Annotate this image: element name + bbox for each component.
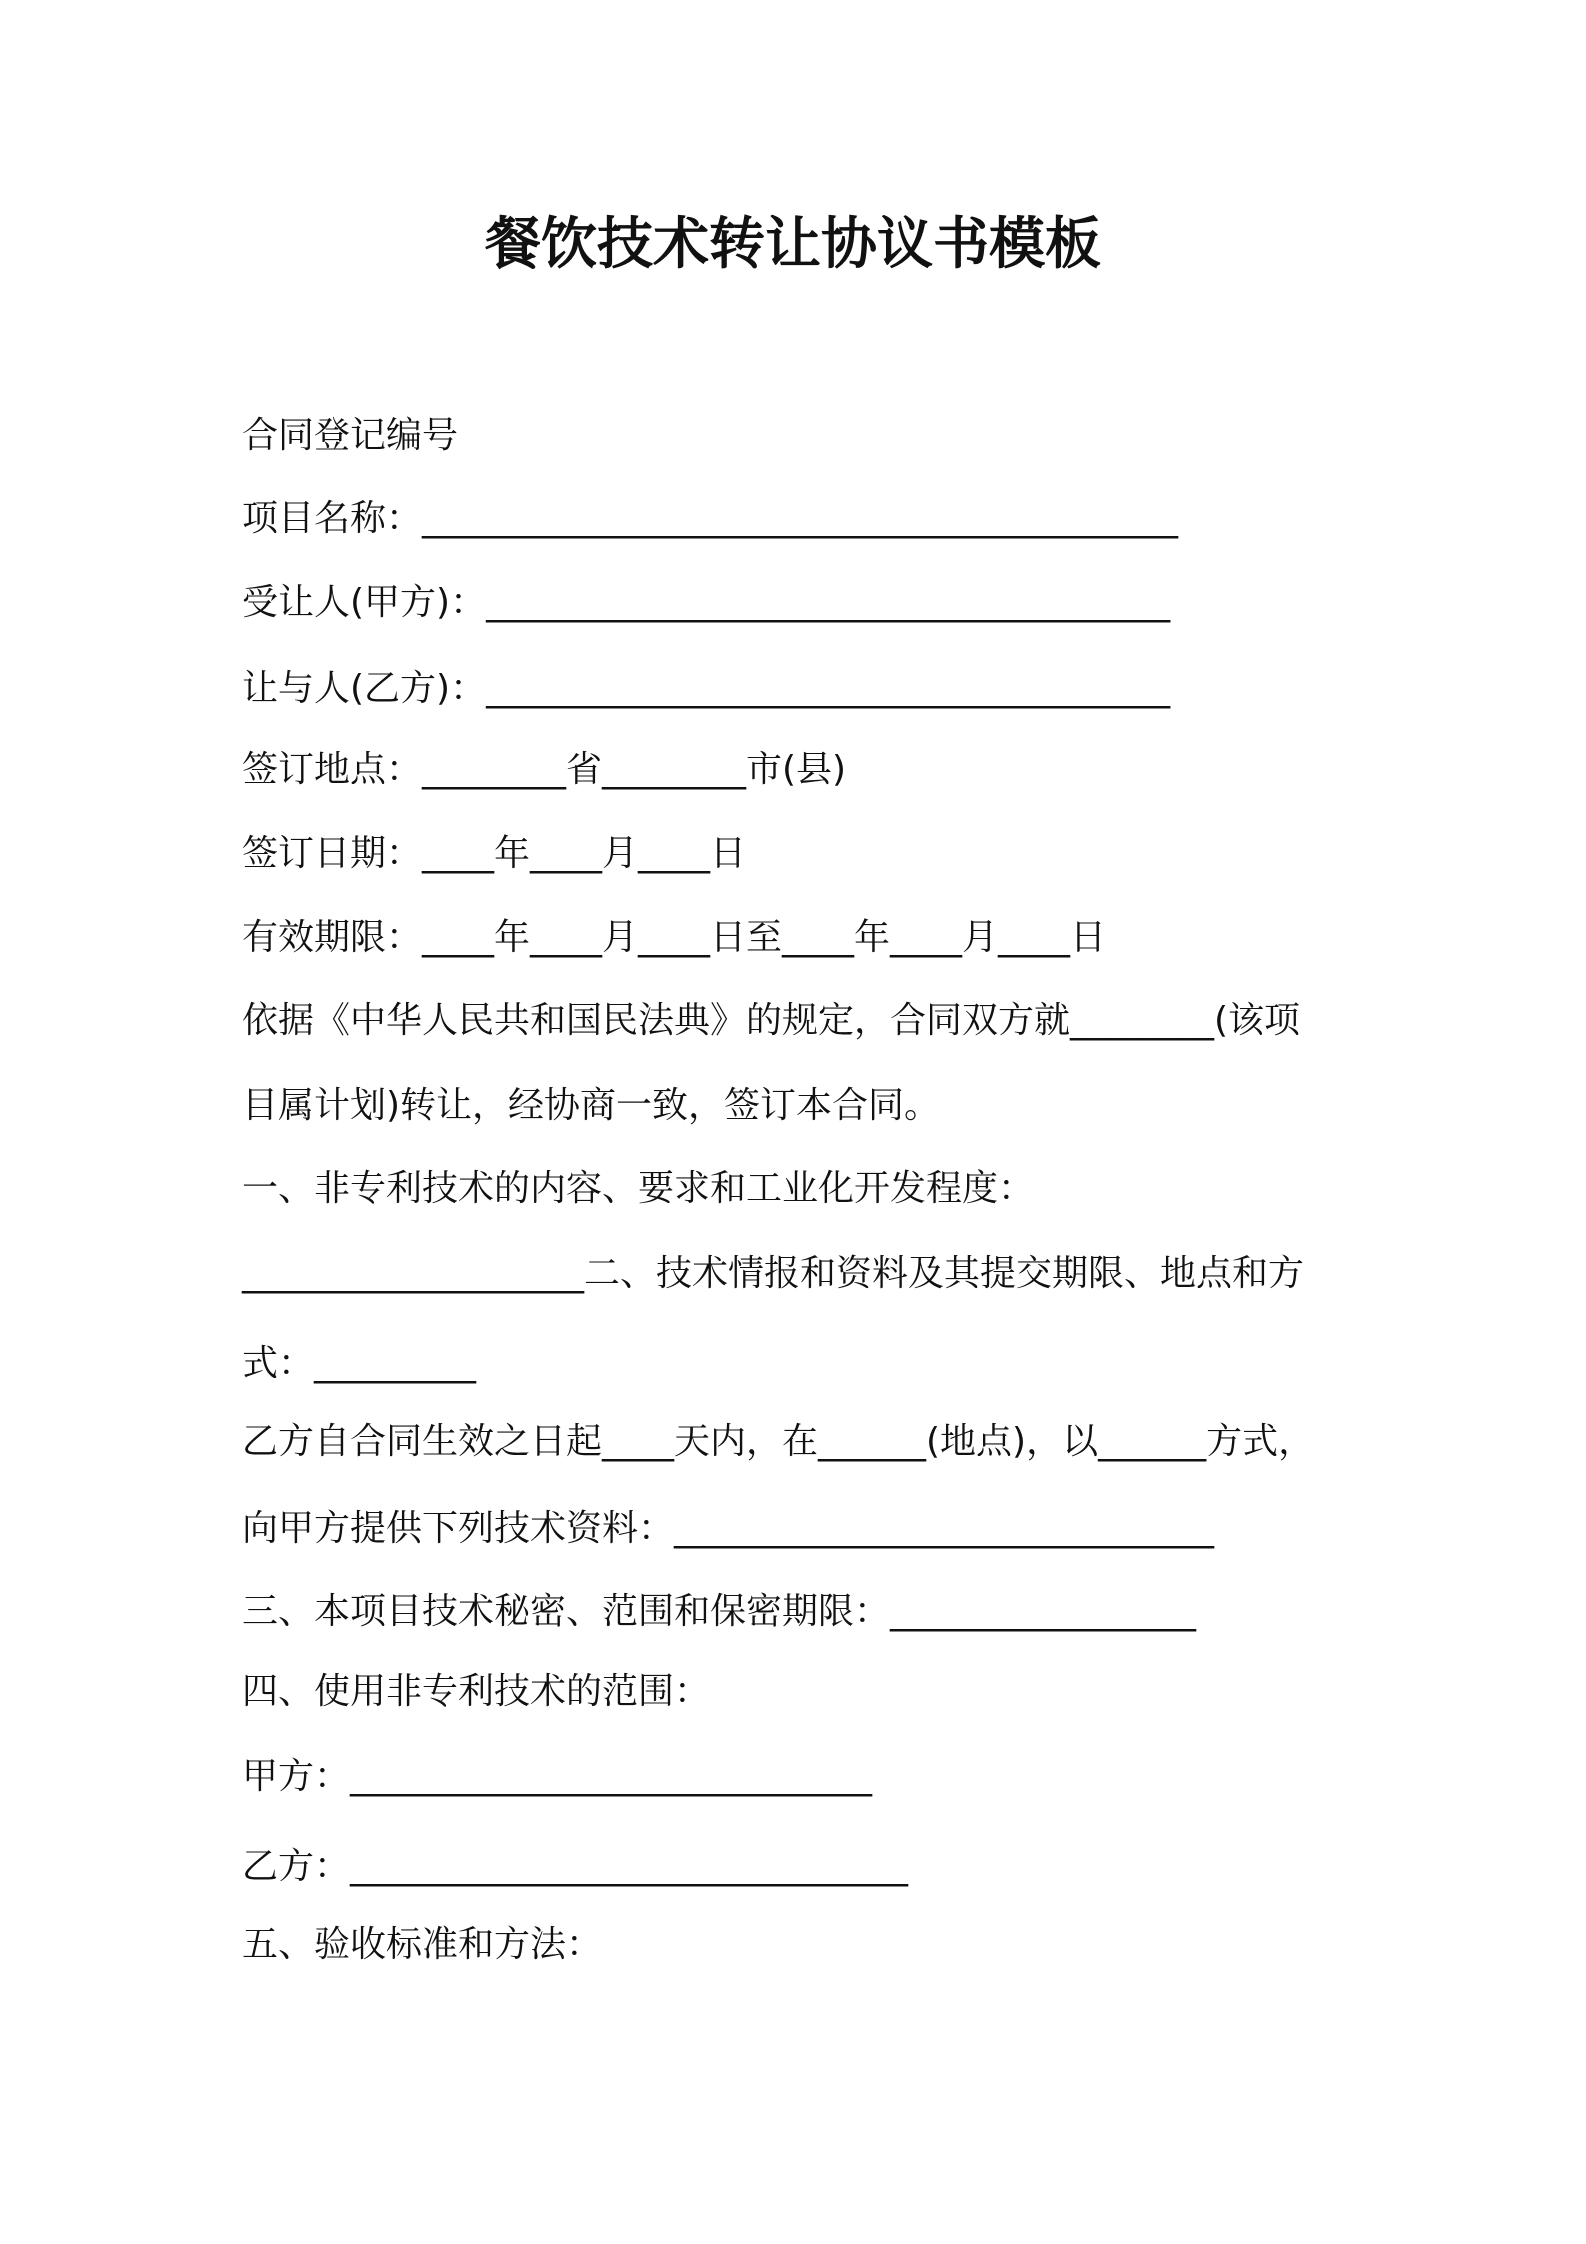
transferor-party-b-line: 让与人(乙方)：______________________________________ (242, 668, 1171, 709)
section-3-heading: 三、本项目技术秘密、范围和保密期限：_________________ (242, 1591, 1197, 1632)
project-name-line: 项目名称：__________________________________________ (242, 498, 1179, 539)
legal-basis-line-1: 依据《中华人民共和国民法典》的规定，合同双方就________(该项 (242, 1000, 1301, 1041)
scope-party-b-line: 乙方：_______________________________ (242, 1846, 909, 1887)
section-1-heading: 一、非专利技术的内容、要求和工业化开发程度： (242, 1168, 1035, 1209)
section-2-heading-line-2: 式：_________ (242, 1343, 477, 1384)
section-2-heading-line-1: ___________________二、技术情报和资料及其提交期限、地点和方 (242, 1253, 1305, 1294)
legal-basis-line-2: 目属计划)转让，经协商一致，签订本合同。 (242, 1085, 941, 1126)
delivery-terms-line-2: 向甲方提供下列技术资料：______________________________ (242, 1508, 1215, 1549)
delivery-terms-line-1: 乙方自合同生效之日起____天内，在______(地点)，以______方式， (242, 1421, 1315, 1462)
scope-party-a-line: 甲方：_____________________________ (242, 1756, 873, 1797)
contract-registration-number: 合同登记编号 (242, 415, 459, 456)
signing-place-line: 签订地点：________省________市(县) (242, 749, 847, 790)
section-5-heading: 五、验收标准和方法： (242, 1924, 603, 1965)
signing-date-line: 签订日期：____年____月____日 (242, 833, 747, 874)
validity-period-line: 有效期限：____年____月____日至____年____月____日 (242, 917, 1107, 958)
section-4-heading: 四、使用非专利技术的范围： (242, 1671, 711, 1712)
transferee-party-a-line: 受让人(甲方)：______________________________________ (242, 582, 1171, 623)
document-title: 餐饮技术转让协议书模板 (485, 212, 1101, 277)
